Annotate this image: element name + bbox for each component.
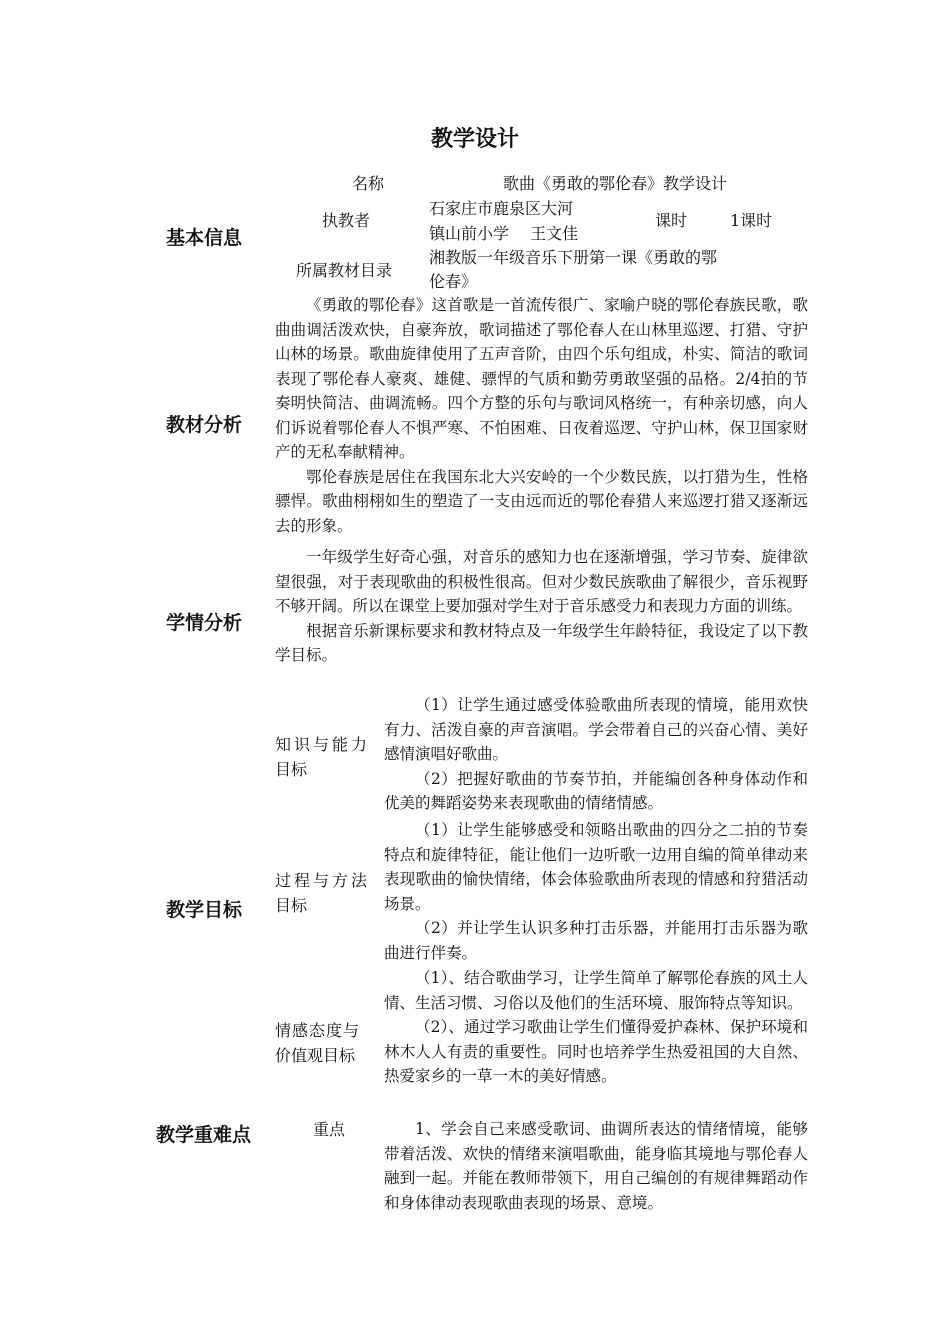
emotion-label-line2: 价值观目标 bbox=[275, 1046, 356, 1065]
process-item-1: （1）让学生能够感受和领略出歌曲的四分之二拍的节奏特点和旋律特征，能让他们一边听歌一边用自编的简单律动来表现歌曲的愉快情绪，体会体验歌曲所表现的情感和狩猎活动场景。 bbox=[384, 821, 808, 913]
name-value: 歌曲《勇敢的鄂伦春》教学设计 bbox=[503, 174, 728, 193]
student-paragraph-1: 一年级学生好奇心强，对音乐的感知力也在逐渐增强，学习节奏、旋律欲望很强，对于表现歌曲的积极性很高。但对少数民族歌曲了解很少，音乐视野不够开阔。所以在课堂上要加强对学生对于音乐感受力和表现力方面的训练。 bbox=[275, 548, 808, 615]
emotion-item-2: （2）、通过学习歌曲让学生们懂得爱护森林、保护环境和林木人人有责的重要性。同时也培养学生热爱祖国的大自然、热爱家乡的一草一木的美好情感。 bbox=[384, 1018, 808, 1085]
process-label-line2: 目标 bbox=[275, 896, 308, 915]
knowledge-label-line1: 知识与能力 bbox=[275, 735, 371, 754]
student-analysis-text bbox=[275, 545, 808, 668]
knowledge-objectives bbox=[384, 693, 808, 816]
catalog-value-line2: 伦春》 bbox=[429, 272, 478, 291]
catalog-value-line1: 湘教版一年级音乐下册第一课《勇敢的鄂 bbox=[429, 248, 718, 267]
teacher-value-line2: 镇山前小学 王文佳 bbox=[429, 224, 579, 243]
period-label: 课时 bbox=[655, 211, 688, 230]
page-title: 教学设计 bbox=[430, 127, 519, 152]
knowledge-item-1: （1）让学生通过感受体验歌曲所表现的情境，能用欢快有力、活泼自豪的声音演唱。学会带着自己的兴奋心情、美好感情演唱好歌曲。 bbox=[384, 696, 808, 763]
focus-text: 1、学会自己来感受歌词、曲调所表达的情绪情境，能够带着活泼、欢快的情绪来演唱歌曲，能身临其境地与鄂伦春人融到一起。并能在教师带领下，用自己编创的有规律舞蹈动作和身体律动表现歌曲表现的场景、意境。 bbox=[384, 1120, 808, 1212]
focus-text-block bbox=[384, 1117, 808, 1215]
knowledge-label-line2: 目标 bbox=[275, 760, 308, 779]
teacher-value-line1: 石家庄市鹿泉区大河 bbox=[429, 199, 574, 218]
focus-label: 重点 bbox=[313, 1120, 346, 1139]
student-paragraph-2: 根据音乐新课标要求和教材特点及一年级学生年龄特征，我设定了以下教学目标。 bbox=[275, 621, 808, 664]
section-label-key-points: 教学重难点 bbox=[156, 1124, 252, 1146]
catalog-label: 所属教材目录 bbox=[296, 261, 393, 280]
emotion-objectives bbox=[384, 966, 808, 1089]
material-paragraph-1: 《勇敢的鄂伦春》这首歌是一首流传很广、家喻户晓的鄂伦春族民歌，歌曲曲调活泼欢快，自豪奔放，歌词描述了鄂伦春人在山林里巡逻、打猎、守护山林的场景。歌曲旋律使用了五声音阶，由四个乐句组成，朴实、简洁的歌词表现了鄂伦春人豪爽、雄健、骠悍的气质和勤劳勇敢坚强的品格。2/4拍的节奏明快简洁、曲调流畅。四个方整的乐句与歌词风格统一，有种亲切感，向人们诉说着鄂伦春人不惧严寒、不怕困难、日夜着巡逻、守护山林，保卫国家财产的无私奉献精神。 bbox=[275, 296, 808, 461]
material-analysis-text bbox=[275, 293, 808, 538]
section-label-basic-info: 基本信息 bbox=[166, 227, 243, 249]
section-label-objectives: 教学目标 bbox=[166, 899, 243, 921]
teacher-label: 执教者 bbox=[322, 211, 371, 230]
process-objectives bbox=[384, 818, 808, 965]
emotion-label-line1: 情感态度与 bbox=[275, 1021, 361, 1040]
knowledge-item-2: （2）把握好歌曲的节奏节拍，并能编创各种身体动作和优美的舞蹈姿势来表现歌曲的情绪情感。 bbox=[384, 769, 808, 812]
name-label: 名称 bbox=[352, 174, 385, 193]
section-label-student-analysis: 学情分析 bbox=[166, 612, 243, 634]
material-paragraph-2: 鄂伦春族是居住在我国东北大兴安岭的一个少数民族，以打猎为生，性格骠悍。歌曲栩栩如生的塑造了一支由远而近的鄂伦春猎人来巡逻打猎又逐渐远去的形象。 bbox=[275, 467, 808, 535]
section-label-material-analysis: 教材分析 bbox=[166, 414, 243, 436]
emotion-item-1: （1）、结合歌曲学习，让学生简单了解鄂伦春族的风土人情、生活习惯、习俗以及他们的生活环境、服饰特点等知识。 bbox=[384, 969, 808, 1012]
process-label-line1: 过程与方法 bbox=[275, 871, 371, 890]
period-value: 1课时 bbox=[730, 211, 773, 230]
process-item-2: （2）并让学生认识多种打击乐器，并能用打击乐器为歌曲进行伴奏。 bbox=[384, 919, 808, 962]
